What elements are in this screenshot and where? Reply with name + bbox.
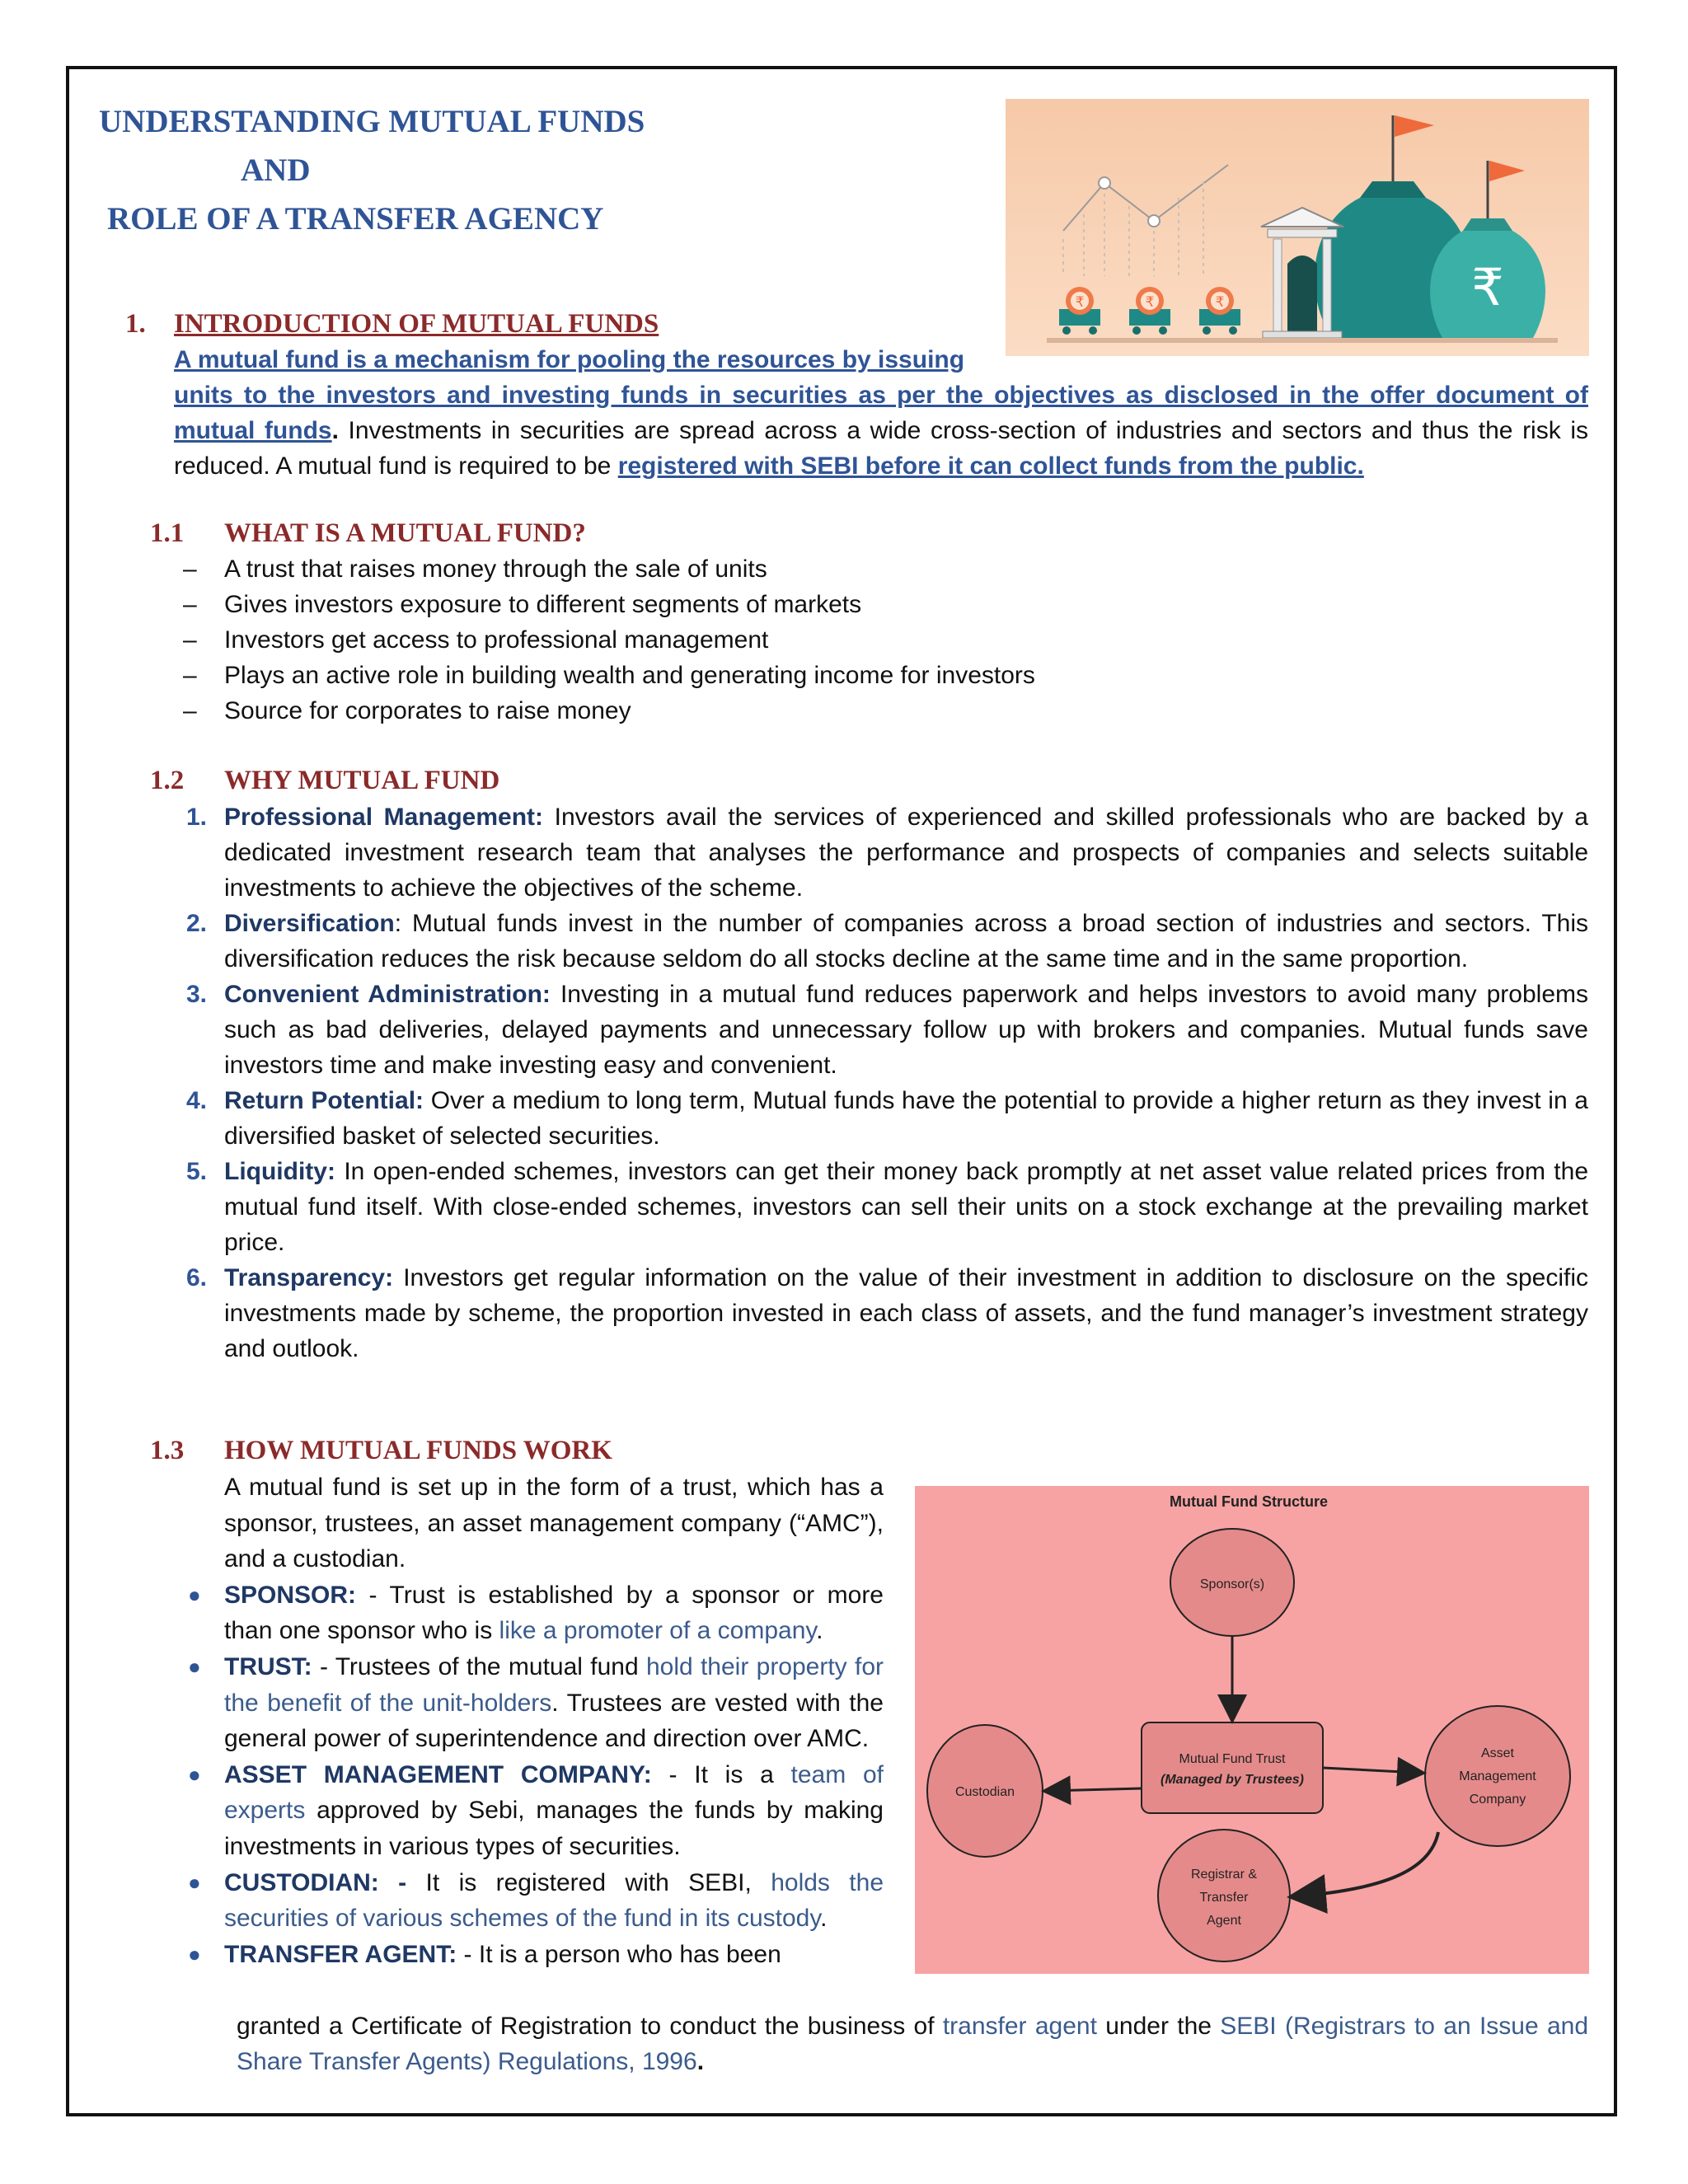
dash-marker: – [183,591,197,618]
item-text: Over a medium to long term, Mutual funds have the potential to provide a higher return as they invest in a diversified basket of selected securities. [224,1087,1588,1150]
rupee-coin-icon-1: ₹ [1075,294,1085,311]
bullet-dot: ● [188,1941,201,1966]
rta-label-line-1: Registrar & [1190,1868,1258,1882]
bullet-dot: ● [188,1869,201,1895]
list-item-text: Gives investors exposure to different segments of markets [224,591,862,618]
item-highlight: team of experts [224,1760,884,1825]
item-text-end: . Trustees are vested with the general power of superintendence and direction over AMC. [224,1689,884,1753]
money-bags-image [1006,99,1589,356]
what-is-mutual-fund-list [183,551,1035,729]
item-text: Investing in a mutual fund reduces paperwork and helps investors to avoid many problems such as bad deliveries, delayed payments and unnecessary follow up with brokers and companies. Mutual funds save investors time and make investing easy and convenient. [224,981,1589,1079]
item-label: Professional Management: [224,804,544,831]
item-highlight: like a promoter of a company [499,1617,817,1645]
title-line-2: AND [241,152,311,188]
sebi-regulations-highlight: SEBI (Registrars to an Issue and Share Transfer Agents) Regulations, 1996 [237,2013,1588,2075]
list-item [183,551,1035,587]
item-label: SPONSOR: [224,1581,357,1609]
section-1-heading: INTRODUCTION OF MUTUAL FUNDS [174,309,659,339]
item-text: In open-ended schemes, investors can get their money back promptly at net asset value related prices from the mutual fund itself. With close-ended schemes, investors can sell their units on a stock exchange at the prevailing market price. [224,1158,1588,1256]
item-number: 1. [186,804,208,831]
list-item [183,799,1588,906]
intro-link-line-1[interactable]: A mutual fund is a mechanism for pooling the resources by issuing [174,346,965,373]
trust-node [1142,1722,1323,1813]
sponsor-label: Sponsor(s) [1199,1577,1265,1591]
rupee-coin-icon-3: ₹ [1215,294,1225,311]
item-text: - Trustees of the mutual fund [312,1652,646,1680]
amc-label-line-1: Asset [1480,1746,1515,1760]
amc-label-line-2: Management [1459,1769,1536,1783]
transfer-agent-highlight: transfer agent [942,2013,1097,2040]
bullet-transfer-agent [183,1937,884,1973]
item-text: : Mutual funds invest in the number of companies across a broad section of industries and sectors. This diversification reduces the risk because seldom do all stocks decline at the same time and in the same proportion. [224,910,1588,972]
dash-marker: – [183,555,197,583]
section-1-1-number: 1.1 [150,518,185,548]
item-text: - It is a [651,1760,791,1788]
dash-marker: – [183,626,197,654]
list-item [183,658,1035,693]
hero-illustration [1006,99,1589,356]
rupee-coin-icon-2: ₹ [1145,294,1155,311]
title-line-3: ROLE OF A TRANSFER AGENCY [107,201,604,237]
section-1-number: 1. [125,309,146,339]
item-text-end: . [816,1617,823,1645]
custodian-label: Custodian [954,1785,1015,1799]
bullet-dot: ● [188,1582,201,1607]
bullet-dot: ● [188,1761,201,1787]
list-item [183,906,1588,977]
section-1-1-heading: WHAT IS A MUTUAL FUND? [224,518,586,548]
list-item [183,587,1035,622]
item-text: It is registered with SEBI, [406,1868,771,1896]
list-item [183,1083,1588,1154]
diagram-title: Mutual Fund Structure [1170,1493,1328,1510]
item-text: - It is a person who has been [457,1940,781,1968]
item-text: Investors get regular information on the value of their investment in addition to disclosure on the specific investments made by scheme, the proportion invested in each class of assets, and the fund manager’s investment strategy and outlook. [224,1264,1588,1362]
bullet-sponsor [183,1577,884,1649]
rta-label-line-3: Agent [1207,1914,1241,1928]
trust-label-line-1: Mutual Fund Trust [1179,1752,1286,1766]
item-text-end: . [820,1905,828,1933]
list-item-text: Investors get access to professional management [224,626,769,654]
list-item-text: Source for corporates to raise money [224,697,631,724]
item-label: Diversification [224,910,395,937]
amc-label-line-3: Company [1469,1793,1526,1807]
item-label: Liquidity: [224,1158,335,1185]
intro-period: . [331,417,339,444]
section-1-3-heading: HOW MUTUAL FUNDS WORK [224,1436,612,1465]
transfer-text-mid: under the [1096,2013,1221,2040]
list-item [183,622,1035,658]
item-label: Transparency: [224,1264,394,1291]
list-item [183,693,1035,729]
bullet-custodian [183,1865,884,1937]
list-item-text: A trust that raises money through the sale of units [224,555,767,583]
page-title [99,97,645,243]
transfer-period: . [696,2048,705,2075]
intro-text: Investments in securities are spread across a wide cross-section of industries and sectors and thus the risk is reduced. A mutual fund is required to be [174,417,1588,480]
mutual-fund-structure-diagram [915,1486,1589,1974]
item-label: Return Potential: [224,1087,424,1114]
title-line-1: UNDERSTANDING MUTUAL FUNDS [99,104,645,139]
item-highlight: holds the securities of various schemes of the fund in its custody [224,1868,884,1933]
item-number: 5. [186,1158,208,1185]
item-label: CUSTODIAN: - [224,1868,407,1896]
item-number: 4. [186,1087,208,1114]
section-1-3-number: 1.3 [150,1436,185,1465]
item-number: 6. [186,1264,208,1291]
dash-marker: – [183,697,197,724]
item-label: TRANSFER AGENT: [224,1940,457,1968]
bullet-amc [183,1757,884,1865]
list-item-text: Plays an active role in building wealth and generating income for investors [224,662,1035,689]
bullet-dot: ● [188,1653,201,1679]
intro-link-line-2[interactable]: units to the investors and investing funds in securities as per the objectives as disclosed in the offer document of mutual funds [174,382,1588,444]
transfer-agent-continued [237,2008,1588,2079]
how-intro-text: A mutual fund is set up in the form of a trust, which has a sponsor, trustees, an asset management company (“AMC”), and a custodian. [224,1474,884,1573]
item-text: - Trust is established by a sponsor or more than one sponsor who is [224,1581,884,1645]
item-highlight: hold their property for the benefit of the unit-holders [224,1652,884,1717]
item-label: Convenient Administration: [224,981,551,1008]
section-1-2-heading: WHY MUTUAL FUND [224,766,500,795]
dash-marker: – [183,662,197,689]
item-text-end: approved by Sebi, manages the funds by making investments in various types of securities. [224,1797,884,1860]
item-number: 3. [186,981,208,1008]
item-label: TRUST: [224,1652,312,1680]
intro-paragraph [174,377,1588,484]
section-1-2-number: 1.2 [150,766,185,795]
transfer-text: granted a Certificate of Registration to conduct the business of [237,2013,943,2040]
how-mutual-funds-work [183,1469,884,1972]
list-item [183,977,1588,1083]
rta-label-line-2: Transfer [1199,1891,1249,1905]
item-number: 2. [186,910,208,937]
rupee-icon: ₹ [1471,257,1504,317]
trust-label-line-2: (Managed by Trustees) [1160,1773,1304,1787]
item-text: Investors avail the services of experienced and skilled professionals who are backed by a dedicated investment research team that analyses the performance and prospects of companies and selects suitable investments to achieve the objectives of the scheme. [224,804,1588,902]
why-mutual-fund-list [183,799,1588,1366]
sebi-registration-link[interactable]: registered with SEBI before it can collect funds from the public. [617,452,1364,480]
bullet-trust [183,1649,884,1757]
list-item [183,1154,1588,1260]
list-item [183,1260,1588,1366]
item-label: ASSET MANAGEMENT COMPANY: [224,1760,652,1788]
